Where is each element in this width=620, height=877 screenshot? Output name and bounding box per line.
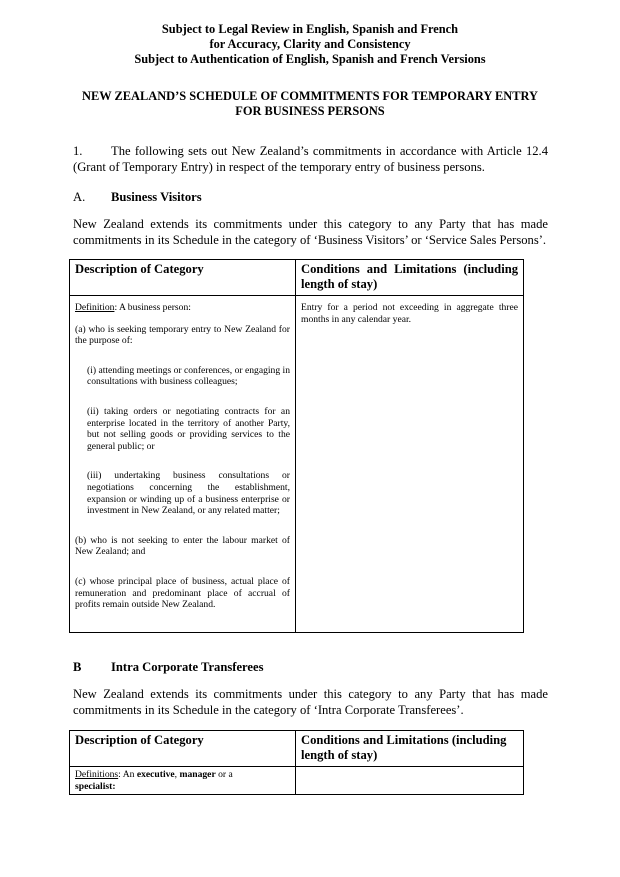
- table-row: [70, 767, 524, 795]
- section-a-paragraph: New Zealand extends its commitments under this category to any Party that has made commitments in its Schedule in the category of ‘Business Visitors’ or ‘Service Sales Persons’.: [73, 217, 548, 247]
- section-b-letter: B: [73, 660, 82, 674]
- intro-paragraph: [73, 144, 548, 175]
- conditions-cell-empty: [296, 767, 523, 775]
- section-a-heading: [73, 190, 202, 205]
- definitions-rest: : An: [118, 769, 137, 780]
- item-a-iii: (iii) undertaking business consultations or negotiations concerning the establishment, expansion or winding up of a business enterprise or investment in New Zealand, or any related matter;: [87, 470, 290, 517]
- conditions-header: Conditions and Limitations (including length of stay): [301, 733, 507, 762]
- intra-corporate-transferees-table: [69, 730, 524, 795]
- colon: :: [112, 780, 116, 792]
- intro-number: 1.: [73, 144, 83, 158]
- review-notice: [40, 22, 580, 67]
- title-line-1: NEW ZEALAND’S SCHEDULE OF COMMITMENTS FOR TEMPORARY ENTRY: [82, 89, 538, 103]
- definitions-text: [75, 769, 290, 792]
- separator-2: or a: [215, 769, 233, 780]
- table-header-row: [70, 731, 524, 767]
- definition-text: [75, 302, 290, 314]
- role-specialist: specialist: [75, 780, 113, 792]
- table-row: [70, 296, 524, 633]
- section-b-heading: [73, 660, 264, 675]
- description-header: Description of Category: [75, 733, 204, 747]
- section-a-title: Business Visitors: [111, 190, 202, 204]
- definition-rest: : A business person:: [114, 302, 191, 313]
- review-notice-line-2: for Accuracy, Clarity and Consistency: [209, 37, 411, 51]
- review-notice-line-1: Subject to Legal Review in English, Spanish and French: [161, 22, 459, 36]
- item-a-i: (i) attending meetings or conferences, or engaging in consultations with business colleagues;: [87, 364, 290, 388]
- conditions-text: Entry for a period not exceeding in aggregate three months in any calendar year.: [301, 302, 518, 325]
- description-cell: [70, 296, 295, 613]
- description-header: Description of Category: [75, 262, 204, 276]
- definitions-label: Definitions: [75, 769, 119, 780]
- definition-label: Definition: [75, 302, 115, 313]
- item-b: (b) who is not seeking to enter the labour market of New Zealand; and: [75, 534, 290, 558]
- document-title: [40, 89, 580, 119]
- intro-text: The following sets out New Zealand’s commitments in accordance with Article 12.4 (Grant of Temporary Entry) in respect of the temporary entry of business persons.: [73, 144, 548, 174]
- item-a-ii: (ii) taking orders or negotiating contracts for an enterprise located in the territory of another Party, but not selling goods or providing services to the general public; or: [87, 405, 290, 452]
- title-line-2: FOR BUSINESS PERSONS: [235, 104, 385, 118]
- role-executive: executive: [136, 769, 175, 780]
- role-manager: manager: [179, 769, 216, 780]
- definitions-cell: [70, 767, 295, 794]
- separator-1: ,: [174, 769, 180, 780]
- section-a-letter: A.: [73, 190, 86, 204]
- business-visitors-table: [69, 259, 524, 633]
- item-c: (c) whose principal place of business, actual place of remuneration and predominant place of accrual of profits remain outside New Zealand.: [75, 575, 290, 611]
- conditions-cell: [296, 296, 523, 327]
- conditions-header: Conditions and Limitations (including length of stay): [301, 262, 518, 291]
- review-notice-line-3: Subject to Authentication of English, Spanish and French Versions: [134, 52, 486, 66]
- section-b-paragraph: New Zealand extends its commitments under this category to any Party that has made commitments in its Schedule in the category of ‘Intra Corporate Transferees’.: [73, 687, 548, 717]
- item-a: (a) who is seeking temporary entry to New Zealand for the purpose of:: [75, 323, 290, 347]
- section-b-title: Intra Corporate Transferees: [111, 660, 264, 674]
- table-header-row: [70, 260, 524, 296]
